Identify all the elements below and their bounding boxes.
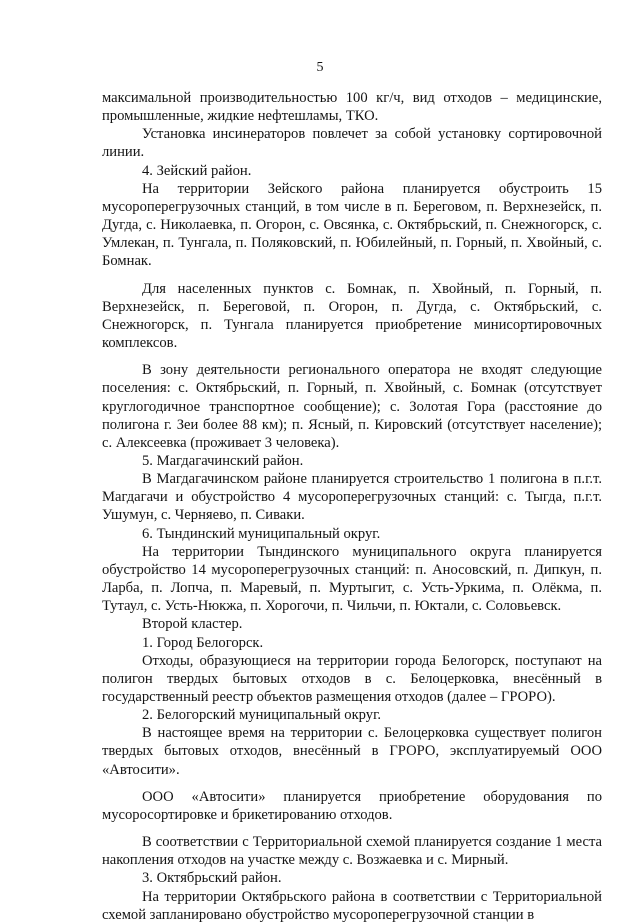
paragraph-gap [102,779,602,788]
paragraph: Установка инсинераторов повлечет за собой установку сортировочной линии. [102,126,602,161]
section-heading: 1. Город Белогорск. [142,634,264,651]
paragraph-gap [102,824,602,833]
section-heading: Второй кластер. [142,616,243,633]
paragraph: В Магдагачинском районе планируется строительство 1 полигона в п.г.т. Магдагачи и обустройство 4 мусороперегрузочных станций: с. Тыгда, п.г.т. Ушумун, с. Черняево, п. Сиваки. [102,471,602,524]
paragraph: ООО «Автосити» планируется приобретение оборудования по мусоросортировке и брикетированию отходов. [102,788,602,823]
section-heading: 2. Белогорский муниципальный округ. [142,707,382,724]
paragraph: В зону деятельности регионального оператора не входят следующие поселения: с. Октябрьский, п. Горный, п. Хвойный, с. Бомнак (отсутствует круглогодичное транспортное сообщение); с. Золотая Гора (расстояние до полигона г. Зеи более 88 км); п. Ясный, п. Кировский (отсутствует население); с. Алексеевка (проживает 3 человека). [102,362,602,451]
section-heading: 5. Магдагачинский район. [142,452,304,469]
paragraph: В настоящее время на территории с. Белоцерковка существует полигон твердых бытовых отходов, внесённый в ГРОРО, эксплуатируемый ООО «Автосити». [102,725,602,778]
paragraph: В соответствии с Территориальной схемой планируется создание 1 места накопления отходов на участке между с. Возжаевка и с. Мирный. [102,834,602,869]
paragraph: Отходы, образующиеся на территории города Белогорск, поступают на полигон твердых бытовых отходов в с. Белоцерковка, внесённый в государственный реестр объектов размещения отходов (далее – ГРОРО). [102,652,602,705]
paragraph: На территории Тындинского муниципального округа планируется обустройство 14 мусороперегрузочных станций: п. Аносовский, п. Дипкун, п. Ларба, п. Лопча, п. Маревый, п. Муртыгит, с. Усть-Уркима, п. Олёкма, п. Тутаул, с. Усть-Нюкжа, п. Хорогочи, п. Чильчи, п. Юктали, с. Соловьевск. [102,543,602,615]
paragraph: На территории Зейского района планируется обустроить 15 мусороперегрузочных станций, в том числе в п. Береговом, п. Верхнезейск, п. Дугда, с. Николаевка, п. Огорон, с. Овсянка, с. Октябрьский, п. Снежногорск, с. Умлекан, п. Тунгала, п. Поляковский, п. Юбилейный, п. Горный, п. Хвойный, с. Бомнак. [102,180,602,270]
section-heading: 6. Тындинский муниципальный округ. [142,525,381,542]
paragraph: На территории Октябрьского района в соответствии с Территориальной схемой запланировано обустройство мусороперегрузочной станции в [102,888,602,923]
paragraph-gap [102,352,602,361]
page-number: 5 [316,60,324,75]
section-heading: 4. Зейский район. [142,162,252,179]
document-body [102,89,602,924]
paragraph-gap [102,271,602,280]
paragraph: Для населенных пунктов с. Бомнак, п. Хвойный, п. Горный, п. Верхнезейск, п. Береговой, п. Огорон, п. Дугда, с. Октябрьский, с. Снежногорск, п. Тунгала планируется приобретение минисортировочных комплексов. [102,280,602,352]
section-heading: 3. Октябрьский район. [142,870,282,887]
paragraph: максимальной производительностью 100 кг/ч, вид отходов – медицинские, промышленные, жидкие нефтешламы, ТКО. [102,90,602,125]
